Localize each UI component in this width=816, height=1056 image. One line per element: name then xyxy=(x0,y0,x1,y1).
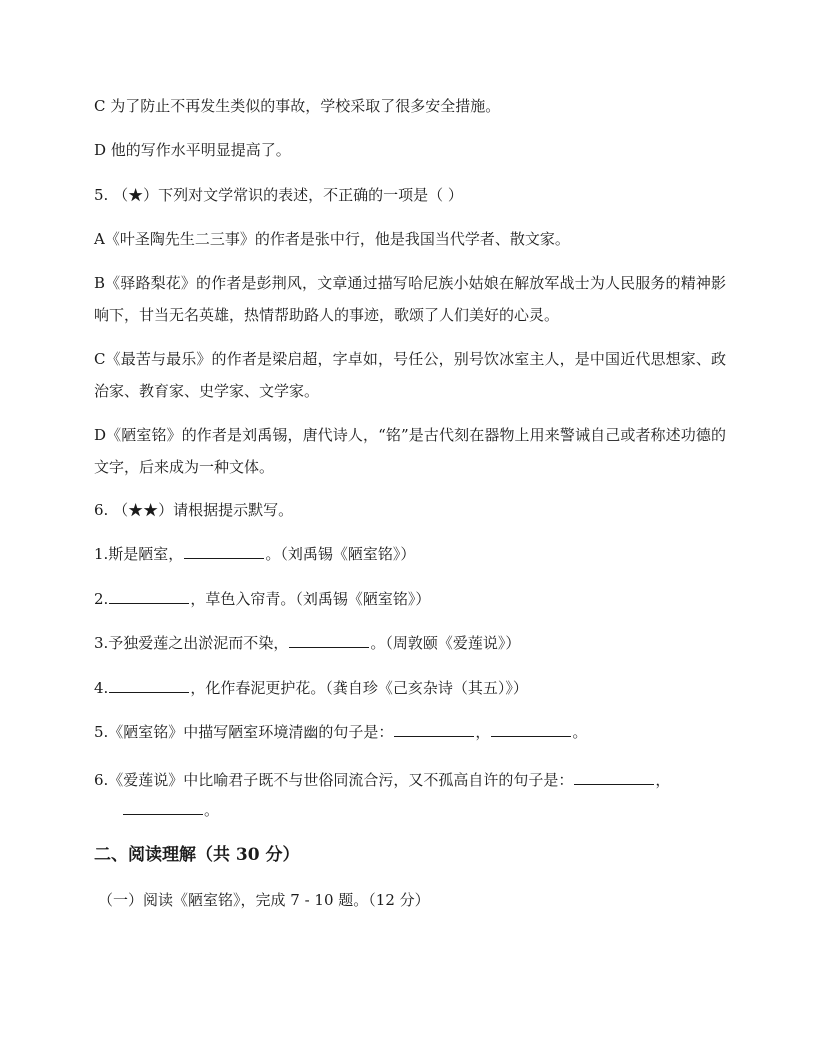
question-6-item-5 xyxy=(94,722,726,742)
question-6-item-3 xyxy=(94,633,726,653)
answer-blank[interactable] xyxy=(109,678,189,693)
question-6-item-5-suffix: 。 xyxy=(572,723,588,741)
question-6-item-4-suffix: ，化作春泥更护花。（龚自珍《己亥杂诗（其五）》） xyxy=(190,679,528,697)
question-6-item-3-suffix: 。（周敦颐《爱莲说》） xyxy=(370,634,521,652)
question-6-item-6-prefix: 6.《爱莲说》中比喻君子既不与世俗同流合污，又不孤高自许的句子是： xyxy=(94,771,574,789)
answer-blank[interactable] xyxy=(574,770,654,785)
question-6-item-6-separator: ， xyxy=(655,771,671,789)
section-2-heading: 二、阅读理解（共 30 分） xyxy=(94,845,300,865)
answer-blank[interactable] xyxy=(123,800,203,815)
question-6-item-6 xyxy=(94,770,726,790)
question-5-option-b: B《驿路梨花》的作者是彭荆风，文章通过描写哈尼族小姑娘在解放军战士为人民服务的精神影响下，甘当无名英雄，热情帮助路人的事迹，歌颂了人们美好的心灵。 xyxy=(94,274,726,324)
question-6-item-2 xyxy=(94,589,726,609)
question-5-option-a: A《叶圣陶先生二三事》的作者是张中行，他是我国当代学者、散文家。 xyxy=(94,230,570,248)
option-d-previous: D 他的写作水平明显提高了。 xyxy=(94,141,291,159)
answer-blank[interactable] xyxy=(289,633,369,648)
question-6-item-3-prefix: 3.予独爱莲之出淤泥而不染， xyxy=(94,634,289,652)
question-6-item-5-separator: ， xyxy=(475,723,491,741)
question-5-option-d: D《陋室铭》的作者是刘禹锡，唐代诗人，“铭”是古代刻在器物上用来警诫自己或者称述功德的文字，后来成为一种文体。 xyxy=(94,426,726,476)
question-6-item-1-suffix: 。（刘禹锡《陋室铭》） xyxy=(265,545,416,563)
question-5-title: 5. （★）下列对文学常识的表述，不正确的一项是（ ） xyxy=(94,186,463,204)
question-6-item-4-prefix: 4. xyxy=(94,679,109,697)
question-6-item-2-suffix: ，草色入帘青。（刘禹锡《陋室铭》） xyxy=(190,590,431,608)
answer-blank[interactable] xyxy=(491,722,571,737)
option-c-previous: C 为了防止不再发生类似的事故，学校采取了很多安全措施。 xyxy=(94,97,501,115)
question-6-item-5-prefix: 5.《陋室铭》中描写陋室环境清幽的句子是： xyxy=(94,723,394,741)
answer-blank[interactable] xyxy=(109,589,189,604)
question-6-item-6-continued xyxy=(122,800,219,820)
question-6-item-1 xyxy=(94,544,726,564)
question-6-item-1-prefix: 1.斯是陋室， xyxy=(94,545,184,563)
question-6-item-4 xyxy=(94,678,726,698)
section-2-subheading: （一）阅读《陋室铭》，完成 7 - 10 题。（12 分） xyxy=(98,891,430,909)
answer-blank[interactable] xyxy=(184,544,264,559)
answer-blank[interactable] xyxy=(394,722,474,737)
question-6-title: 6. （★★）请根据提示默写。 xyxy=(94,501,294,519)
question-6-item-6-suffix: 。 xyxy=(204,801,220,819)
question-5-option-c: C《最苦与最乐》的作者是梁启超，字卓如，号任公，别号饮冰室主人，是中国近代思想家、政治家、教育家、史学家、文学家。 xyxy=(94,350,726,400)
question-6-item-2-prefix: 2. xyxy=(94,590,109,608)
